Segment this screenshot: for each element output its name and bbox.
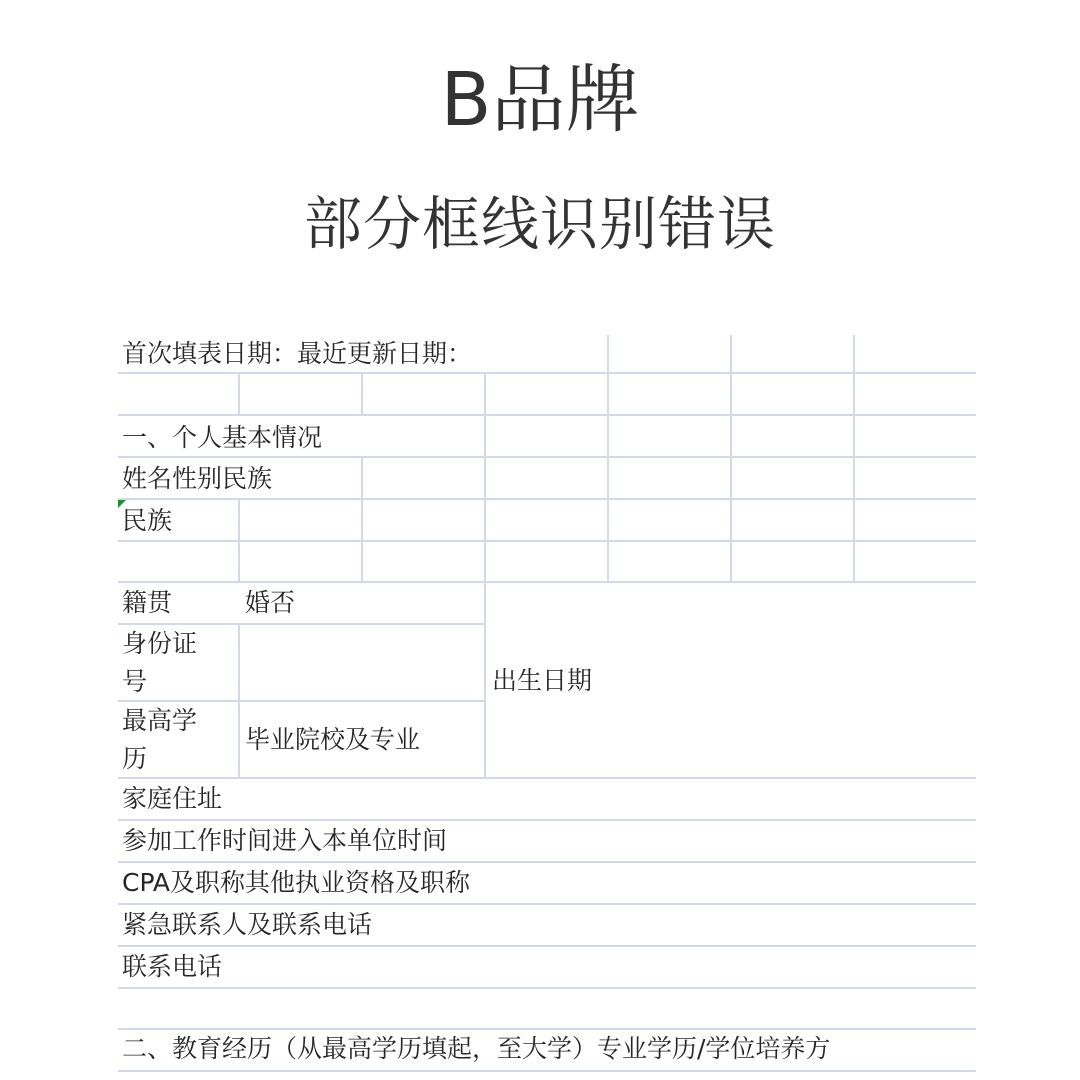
grid-line	[118, 987, 976, 989]
grid-line	[118, 945, 976, 947]
section-education: 二、教育经历（从最高学历填起，至大学）专业学历/学位培养方	[122, 1034, 831, 1063]
cpa-title-label: CPA及职称其他执业资格及职称	[122, 868, 471, 897]
grid-line	[484, 372, 486, 777]
grid-line	[238, 372, 240, 414]
fill-date-label: 首次填表日期：最近更新日期：	[122, 339, 473, 368]
grid-line	[118, 903, 976, 905]
grid-line	[853, 335, 855, 582]
grid-line	[118, 581, 976, 583]
contact-phone-label: 联系电话	[122, 952, 223, 981]
id-number-label: 身份证号	[122, 629, 198, 696]
ethnicity-label: 民族	[122, 506, 173, 535]
home-address-label: 家庭住址	[122, 784, 223, 813]
grid-line	[238, 498, 240, 582]
grid-line	[118, 540, 976, 542]
school-major-label: 毕业院校及专业	[245, 725, 421, 754]
education-label: 最高学历	[122, 706, 198, 773]
grid-line	[607, 335, 609, 582]
name-gender-ethnicity-label: 姓名性别民族	[122, 464, 273, 493]
work-time-label: 参加工作时间进入本单位时间	[122, 826, 448, 855]
grid-line	[118, 414, 976, 416]
birth-date-label: 出生日期	[492, 666, 593, 695]
grid-line	[361, 372, 363, 414]
grid-line	[118, 498, 976, 500]
grid-line	[361, 456, 363, 582]
grid-line	[730, 335, 732, 582]
page-subtitle: 部分框线识别错误	[303, 190, 776, 258]
native-place-label: 籍贯	[122, 588, 173, 617]
marital-status-label: 婚否	[245, 588, 296, 617]
section-personal-info: 一、个人基本情况	[122, 423, 323, 452]
brand-title: B品牌	[440, 57, 640, 143]
grid-line	[238, 623, 240, 777]
grid-line	[118, 1070, 976, 1072]
emergency-contact-label: 紧急联系人及联系电话	[122, 910, 373, 939]
grid-line	[118, 819, 976, 821]
grid-line	[118, 777, 976, 779]
grid-line	[118, 861, 976, 863]
